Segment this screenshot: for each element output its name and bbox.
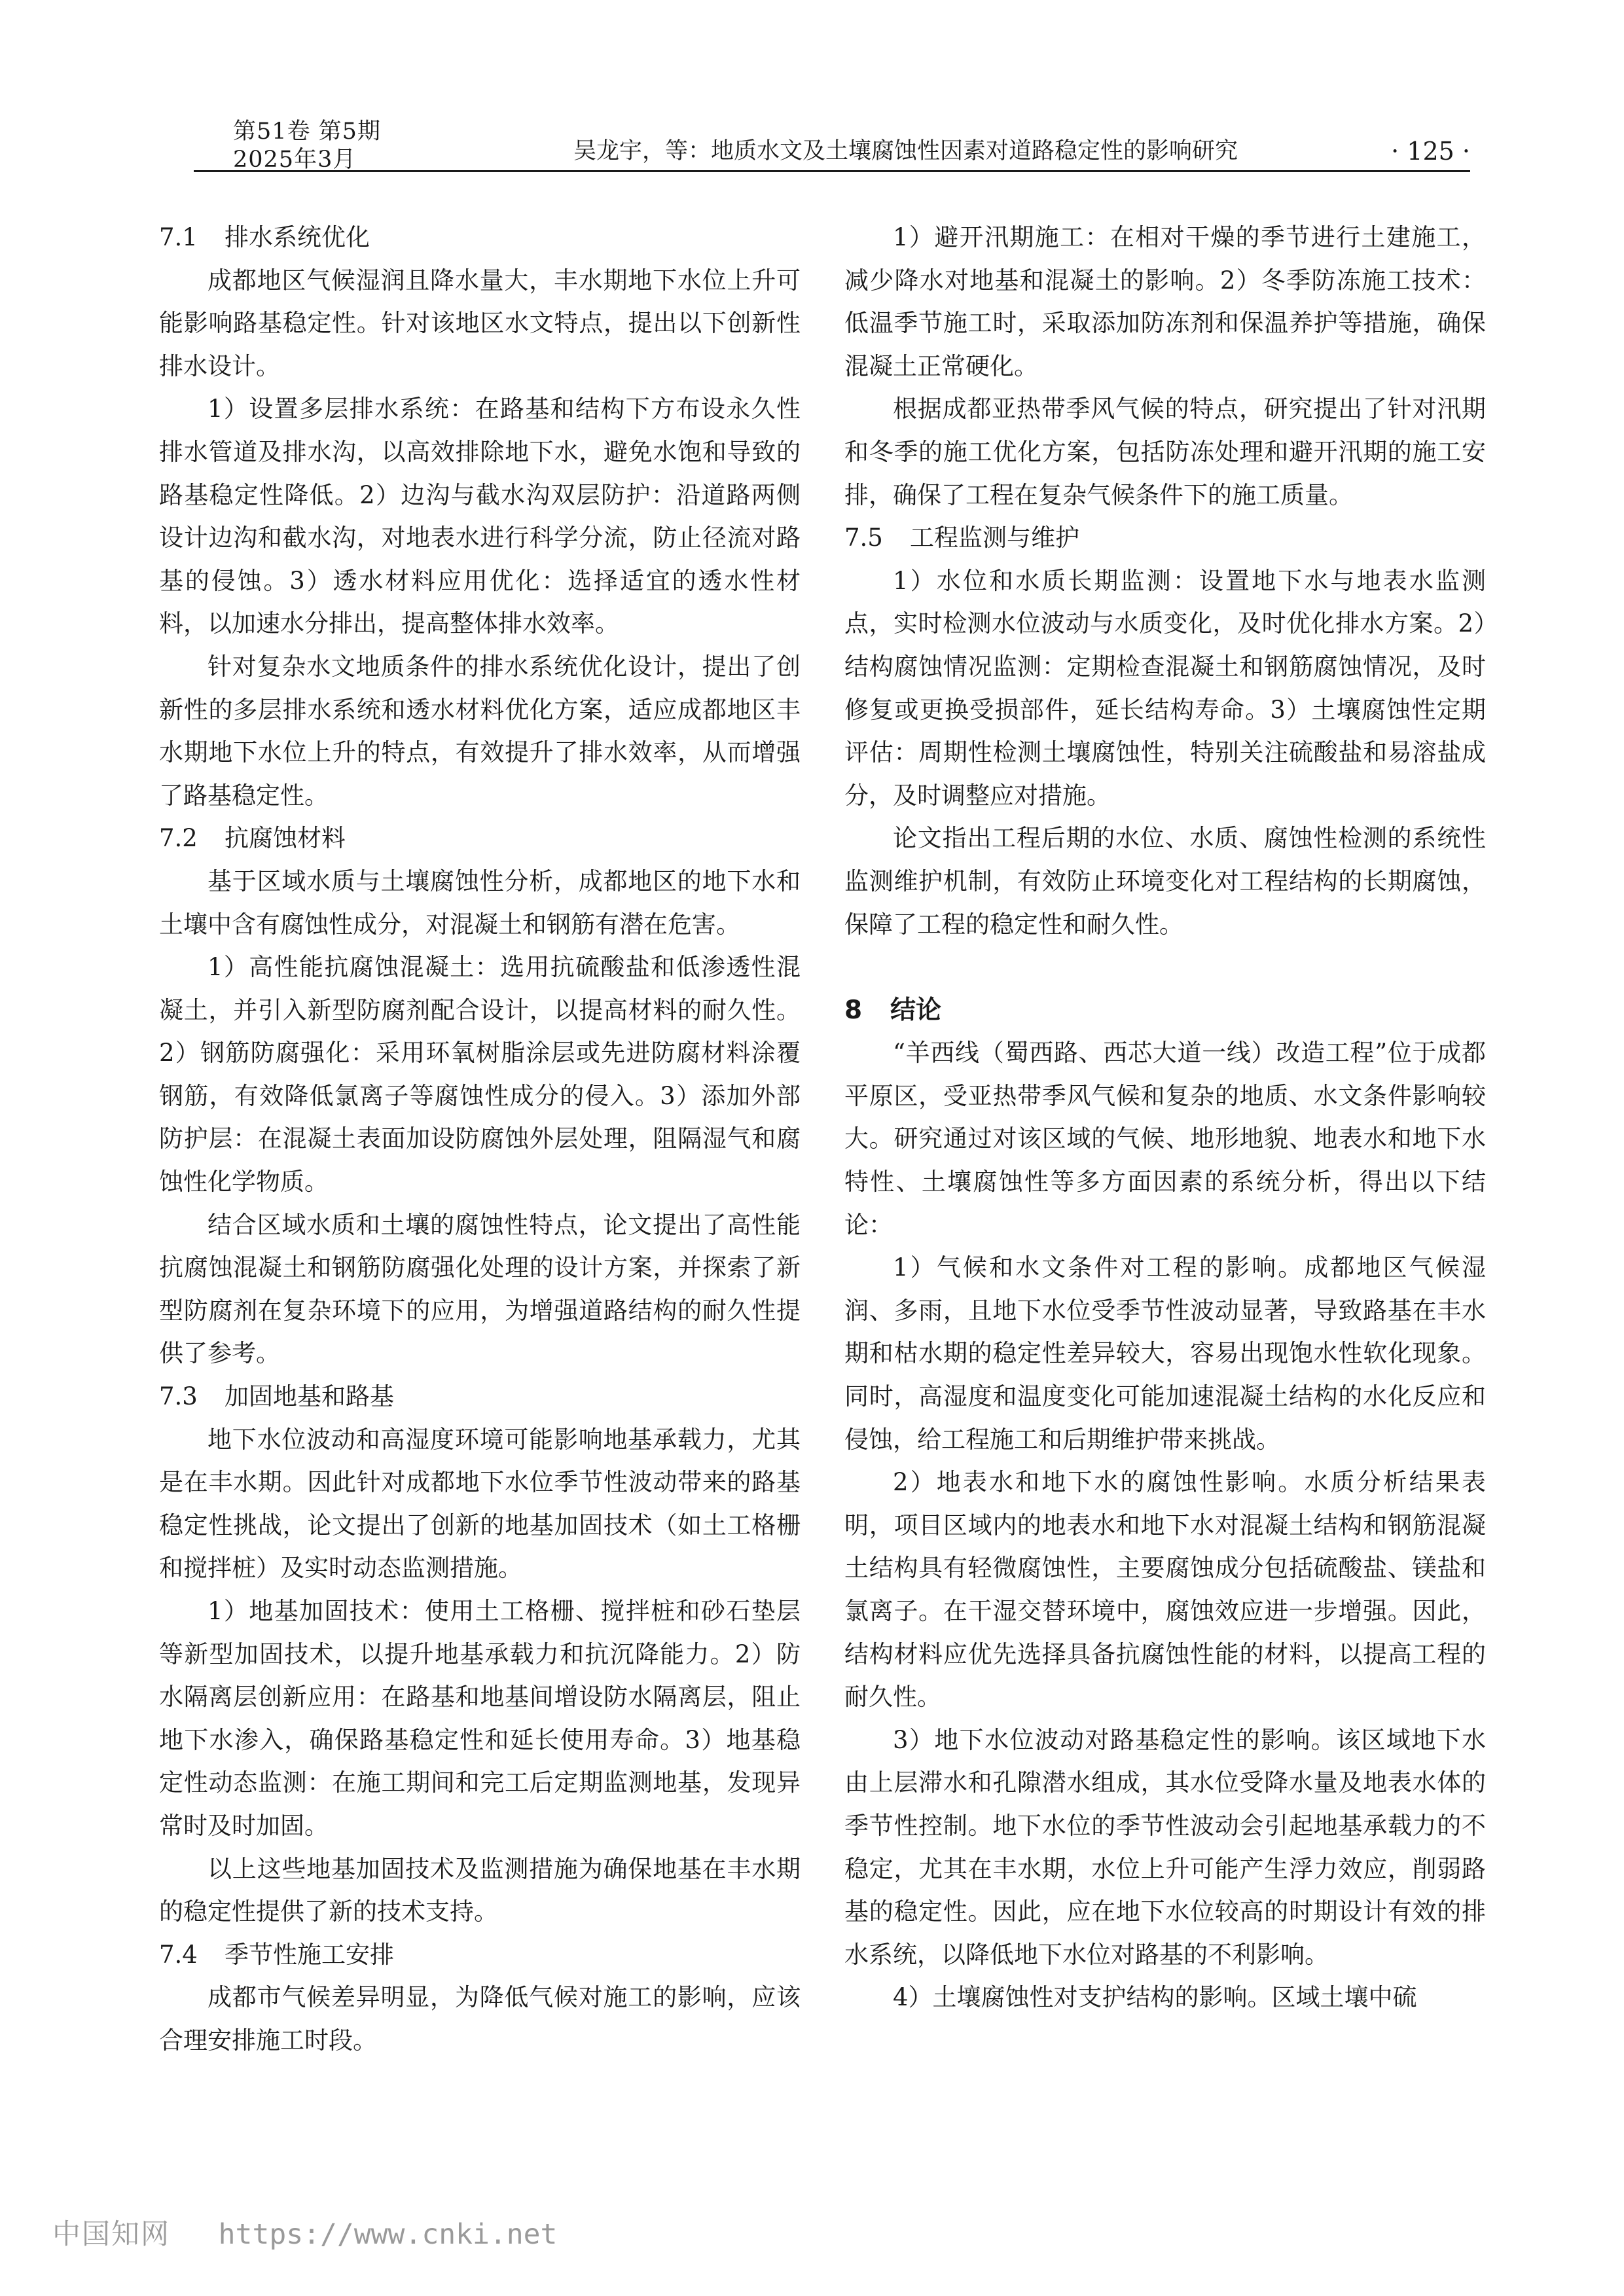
paragraph: 4）土壤腐蚀性对支护结构的影响。区域土壤中硫 — [893, 1983, 1417, 2012]
right-column — [844, 216, 1486, 2019]
paragraph: 成都地区气候湿润且降水量大，丰水期地下水位上升可能影响路基稳定性。针对该地区水文特点，提出以下创新性排水设计。 — [159, 266, 801, 380]
paragraph: 1）高性能抗腐蚀混凝土：选用抗硫酸盐和低渗透性混凝土，并引入新型防腐剂配合设计，以提高材料的耐久性。2）钢筋防腐强化：采用环氧树脂涂层或先进防腐材料涂覆钢筋，有效降低氯离子等腐蚀性成分的侵入。3）添加外部防护层：在混凝土表面加设防腐蚀外层处理，阻隔湿气和腐蚀性化学物质。 — [159, 953, 801, 1196]
watermark-site-name: 中国知网 — [52, 2218, 170, 2251]
section-heading-8: 8 结论 — [844, 995, 942, 1025]
running-header — [194, 98, 1470, 172]
left-column — [159, 216, 801, 2062]
cnki-watermark — [52, 2212, 557, 2252]
paragraph: 针对复杂水文地质条件的排水系统优化设计，提出了创新性的多层排水系统和透水材料优化方案，适应成都地区丰水期地下水位上升的特点，有效提升了排水效率，从而增强了路基稳定性。 — [159, 652, 801, 810]
paragraph: 2）地表水和地下水的腐蚀性影响。水质分析结果表明，项目区域内的地表水和地下水对混凝土结构和钢筋混凝土结构具有轻微腐蚀性，主要腐蚀成分包括硫酸盐、镁盐和氯离子。在干湿交替环境中，腐蚀效应进一步增强。因此，结构材料应优先选择具备抗腐蚀性能的材料，以提高工程的耐久性。 — [844, 1468, 1486, 1712]
paragraph: 成都市气候差异明显，为降低气候对施工的影响，应该合理安排施工时段。 — [159, 1983, 801, 2054]
paragraph: 基于区域水质与土壤腐蚀性分析，成都地区的地下水和土壤中含有腐蚀性成分，对混凝土和钢筋有潜在危害。 — [159, 867, 801, 939]
section-heading-7-5: 7.5 工程监测与维护 — [844, 524, 1079, 552]
paragraph: 论文指出工程后期的水位、水质、腐蚀性检测的系统性监测维护机制，有效防止环境变化对工程结构的长期腐蚀，保障了工程的稳定性和耐久性。 — [844, 824, 1486, 939]
paragraph: 地下水位波动和高湿度环境可能影响地基承载力，尤其是在丰水期。因此针对成都地下水位季节性波动带来的路基稳定性挑战，论文提出了创新的地基加固技术（如土工格栅和搅拌桩）及实时动态监测措施。 — [159, 1425, 801, 1583]
paragraph: 1）水位和水质长期监测：设置地下水与地表水监测点，实时检测水位波动与水质变化，及时优化排水方案。2）结构腐蚀情况监测：定期检查混凝土和钢筋腐蚀情况，及时修复或更换受损部件，延长结构寿命。3）土壤腐蚀性定期评估：周期性检测土壤腐蚀性，特别关注硫酸盐和易溶盐成分，及时调整应对措施。 — [844, 566, 1486, 810]
page-number: · 125 · — [1391, 137, 1470, 166]
paragraph: 1）设置多层排水系统：在路基和结构下方布设永久性排水管道及排水沟，以高效排除地下水，避免水饱和导致的路基稳定性降低。2）边沟与截水沟双层防护：沿道路两侧设计边沟和截水沟，对地表水进行科学分流，防止径流对路基的侵蚀。3）透水材料应用优化：选择适宜的透水性材料，以加速水分排出，提高整体排水效率。 — [159, 395, 801, 638]
section-heading-7-2: 7.2 抗腐蚀材料 — [159, 824, 346, 853]
paragraph: 1）避开汛期施工：在相对干燥的季节进行土建施工，减少降水对地基和混凝土的影响。2）冬季防冻施工技术：低温季节施工时，采取添加防冻剂和保温养护等措施，确保混凝土正常硬化。 — [844, 223, 1486, 380]
running-title: 吴龙宇，等：地质水文及土壤腐蚀性因素对道路稳定性的影响研究 — [573, 138, 1238, 164]
watermark-url[interactable]: https://www.cnki.net — [218, 2218, 558, 2251]
paragraph: 1）地基加固技术：使用土工格栅、搅拌桩和砂石垫层等新型加固技术，以提升地基承载力和抗沉降能力。2）防水隔离层创新应用：在路基和地基间增设防水隔离层，阻止地下水渗入，确保路基稳定性和延长使用寿命。3）地基稳定性动态监测：在施工期间和完工后定期监测地基，发现异常时及时加固。 — [159, 1597, 801, 1840]
paragraph: “羊西线（蜀西路、西芯大道一线）改造工程”位于成都平原区，受亚热带季风气候和复杂的地质、水文条件影响较大。研究通过对该区域的气候、地形地貌、地表水和地下水特性、土壤腐蚀性等多方面因素的系统分析，得出以下结论： — [844, 1039, 1486, 1239]
paragraph: 以上这些地基加固技术及监测措施为确保地基在丰水期的稳定性提供了新的技术支持。 — [159, 1854, 801, 1926]
journal-date: 2025年3月 — [233, 147, 357, 173]
journal-issue — [233, 118, 381, 174]
section-heading-7-3: 7.3 加固地基和路基 — [159, 1382, 394, 1411]
paragraph: 3）地下水位波动对路基稳定性的影响。该区域地下水由上层滞水和孔隙潜水组成，其水位受降水量及地表水体的季节性控制。地下水位的季节性波动会引起地基承载力的不稳定，尤其在丰水期，水位上升可能产生浮力效应，削弱路基的稳定性。因此，应在地下水位较高的时期设计有效的排水系统，以降低地下水位对路基的不利影响。 — [844, 1725, 1486, 1969]
paragraph: 1）气候和水文条件对工程的影响。成都地区气候湿润、多雨，且地下水位受季节性波动显著，导致路基在丰水期和枯水期的稳定性差异较大，容易出现饱水性软化现象。同时，高湿度和温度变化可能加速混凝土结构的水化反应和侵蚀，给工程施工和后期维护带来挑战。 — [844, 1253, 1486, 1454]
paragraph: 结合区域水质和土壤的腐蚀性特点，论文提出了高性能抗腐蚀混凝土和钢筋防腐强化处理的设计方案，并探索了新型防腐剂在复杂环境下的应用，为增强道路结构的耐久性提供了参考。 — [159, 1210, 801, 1368]
paragraph: 根据成都亚热带季风气候的特点，研究提出了针对汛期和冬季的施工优化方案，包括防冻处理和避开汛期的施工安排，确保了工程在复杂气候条件下的施工质量。 — [844, 395, 1486, 509]
section-heading-7-1: 7.1 排水系统优化 — [159, 223, 370, 251]
section-heading-7-4: 7.4 季节性施工安排 — [159, 1940, 394, 1969]
journal-volume: 第51卷 第5期 — [233, 118, 381, 145]
